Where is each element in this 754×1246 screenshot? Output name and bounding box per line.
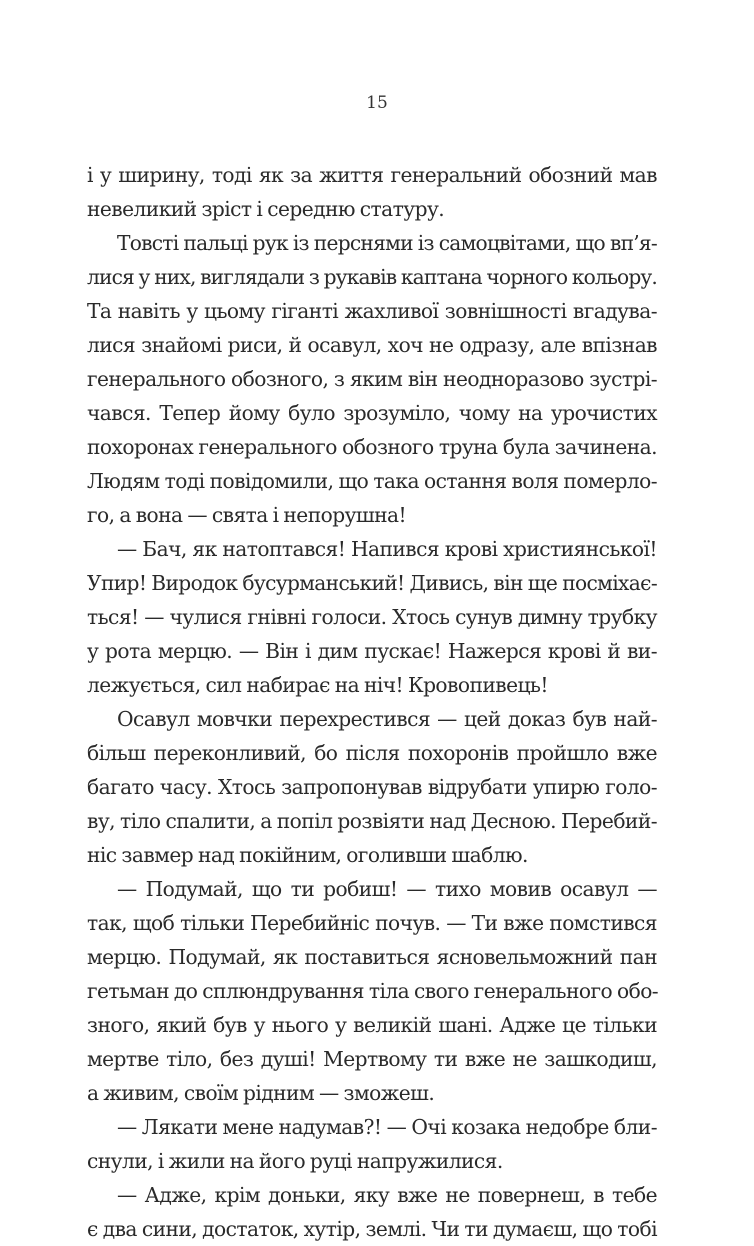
- text-line: Товсті пальці рук із перснями із самоцвітами, що вп’я-: [117, 231, 657, 255]
- text-line: ться! — чулися гнівні голоси. Хтось сунув димну трубку: [87, 605, 657, 629]
- text-line: генерального обозного, з яким він неодноразово зустрі-: [87, 367, 657, 391]
- text-line: більш переконливий, бо після похоронів пройшло вже: [87, 741, 657, 765]
- text-line: лися у них, виглядали з рукавів каптана чорного кольору.: [87, 265, 657, 289]
- text-line: снули, і жили на його руці напружилися.: [87, 1149, 503, 1173]
- text-line: ніс завмер над покійним, оголивши шаблю.: [87, 843, 528, 867]
- text-line: зного, який був у нього у великій шані. Адже це тільки: [87, 1013, 657, 1037]
- text-line: ву, тіло спалити, а попіл розвіяти над Десною. Перебий-: [87, 809, 657, 833]
- text-line: — Адже, крім доньки, яку вже не повернеш, в тебе: [117, 1183, 657, 1207]
- text-line: і у ширину, тоді як за життя генеральний обозний мав: [87, 163, 657, 187]
- text-line: мерцю. Подумай, як поставиться ясновельможний пан: [87, 945, 657, 969]
- text-line: Та навіть у цьому гіганті жахливої зовнішності вгадува-: [87, 299, 657, 323]
- text-line: невеликий зріст і середню статуру.: [87, 197, 445, 221]
- text-line: гетьман до сплюндрування тіла свого генерального обо-: [87, 979, 659, 1003]
- text-line: — Лякати мене надумав?! — Очі козака недобре бли-: [117, 1115, 657, 1139]
- text-line: а живим, своїм рідним — зможеш.: [87, 1081, 435, 1105]
- body-text: [87, 158, 657, 1246]
- text-line: — Бач, як натоптався! Напився крові християнської!: [117, 537, 657, 561]
- text-line: Людям тоді повідомили, що така остання воля померло-: [87, 469, 657, 493]
- text-line: лися знайомі риси, й осавул, хоч не одразу, але впізнав: [87, 333, 657, 357]
- text-line: у рота мерцю. — Він і дим пускає! Нажерся крові й ви-: [87, 639, 657, 663]
- text-line: так, щоб тільки Перебийніс почув. — Ти вже помстився: [87, 911, 657, 935]
- text-line: є два сини, достаток, хутір, землі. Чи ти думаєш, що тобі: [87, 1217, 657, 1241]
- page-number: 15: [366, 93, 388, 113]
- text-line: чався. Тепер йому було зрозуміло, чому на урочистих: [87, 401, 657, 425]
- text-line: мертве тіло, без душі! Мертвому ти вже не зашкодиш,: [87, 1047, 657, 1071]
- text-line: лежується, сил набирає на ніч! Кровопивець!: [87, 673, 548, 697]
- text-line: багато часу. Хтось запропонував відрубати упирю голо-: [87, 775, 657, 799]
- text-line: похоронах генерального обозного труна була зачинена.: [87, 435, 657, 459]
- text-line: Упир! Виродок бусурманський! Дивись, він ще посміхає-: [87, 571, 657, 595]
- text-line: го, а вона — свята і непорушна!: [87, 503, 407, 527]
- text-line: Осавул мовчки перехрестився — цей доказ був най-: [117, 707, 657, 731]
- text-line: — Подумай, що ти робиш! — тихо мовив осавул —: [117, 877, 657, 901]
